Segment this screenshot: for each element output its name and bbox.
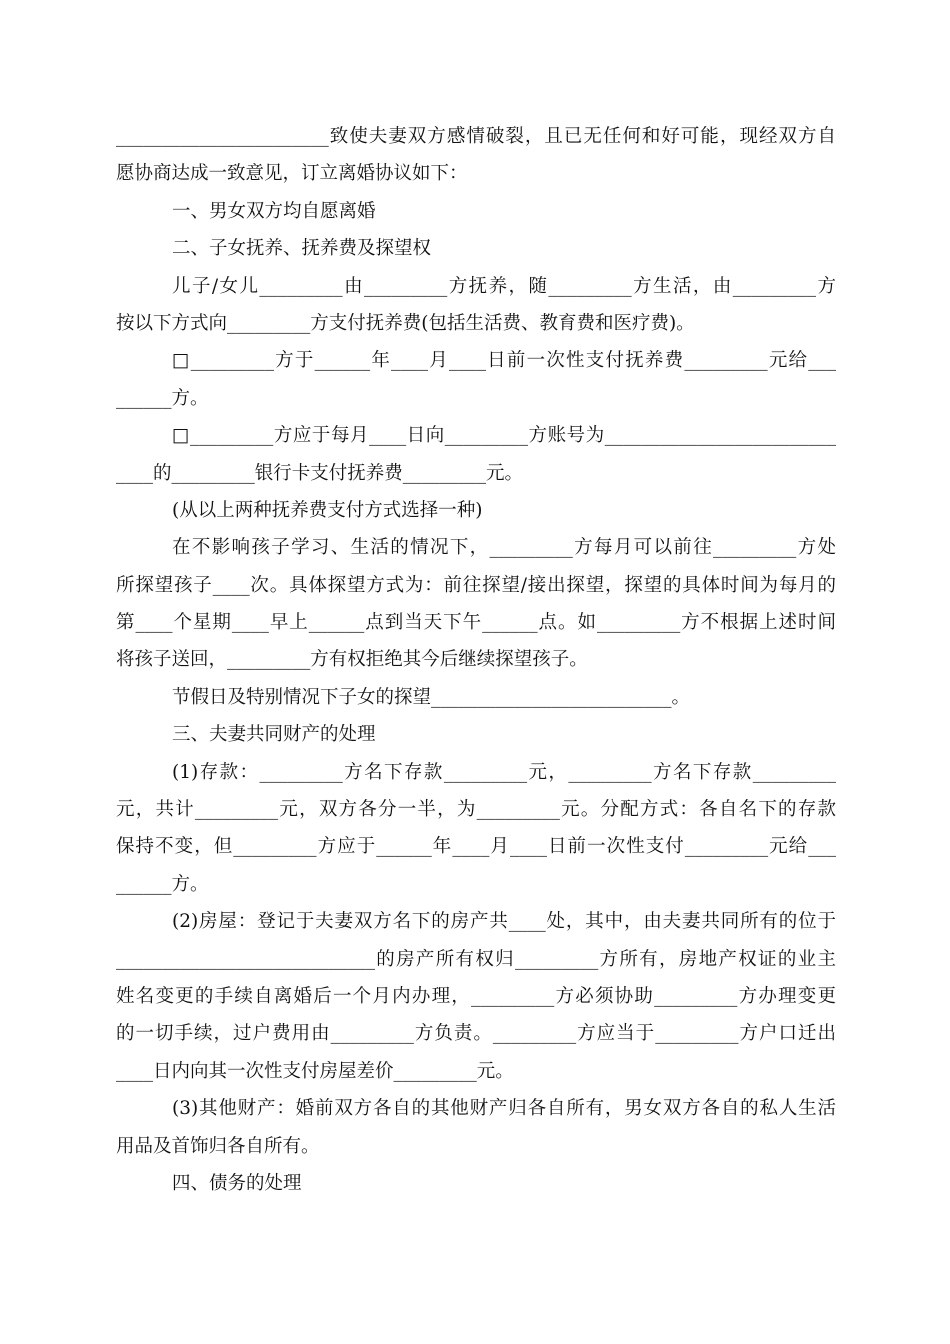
document-line: 姓名变更的手续自离婚后一个月内办理，_________方必须协助_________方办理变更 <box>116 985 836 1007</box>
document-line: ____________________________的房产所有权归_________方所有，房地产权证的业主 <box>116 948 836 970</box>
document-line: 在不影响孩子学习、生活的情况下，_________方每月可以前往_________方处 <box>172 537 836 559</box>
document-line: _______________________致使夫妻双方感情破裂，且已无任何和好可能，现经双方自 <box>116 126 836 147</box>
document-line: 用品及首饰归各自所有。 <box>116 1135 320 1157</box>
document-line: (1)存款：_________方名下存款_________元，_________方名下存款_________ <box>172 761 836 783</box>
document-line: 三、夫妻共同财产的处理 <box>172 724 376 746</box>
document-line: 愿协商达成一致意见，订立离婚协议如下： <box>116 163 468 185</box>
document-line: ______方。 <box>116 873 209 895</box>
document-line: □_________方于______年____月____日前一次性支付抚养费_________元给___ <box>172 350 836 372</box>
document-line: (3)其他财产：婚前双方各自的其他财产归各自所有，男女双方各自的私人生活 <box>172 1098 836 1120</box>
document-line: 二、子女抚养、抚养费及探望权 <box>172 238 432 260</box>
document-line: 所探望孩子____次。具体探望方式为：前往探望/接出探望，探望的具体时间为每月的 <box>116 574 836 596</box>
document-line: □_________方应于每月____日向_________方账号为_________________________ <box>172 425 836 447</box>
document-line: 节假日及特别情况下子女的探望__________________________。 <box>172 686 691 708</box>
document-line: 儿子/女儿_________由_________方抚养，随_________方生活，由_________方 <box>172 275 836 297</box>
document-body <box>116 118 836 1202</box>
document-line: (从以上两种抚养费支付方式选择一种) <box>172 499 483 521</box>
document-line: 第____个星期____早上______点到当天下午______点。如_________方不根据上述时间 <box>116 612 836 634</box>
document-line: ______方。 <box>116 387 209 409</box>
document-line: 四、债务的处理 <box>172 1172 302 1194</box>
document-line: ____的_________银行卡支付抚养费_________元。 <box>116 462 524 484</box>
document-line: 的一切手续，过户费用由_________方负责。_________方应当于_________方户口迁出 <box>116 1023 836 1045</box>
document-line: 保持不变，但_________方应于______年____月____日前一次性支付_________元给___ <box>116 836 836 858</box>
document-line: 元，共计_________元，双方各分一半，为_________元。分配方式：各自名下的存款 <box>116 799 836 821</box>
document-line: ____日内向其一次性支付房屋差价_________元。 <box>116 1060 514 1082</box>
document-line: 按以下方式向_________方支付抚养费(包括生活费、教育费和医疗费)。 <box>116 312 695 334</box>
document-line: 将孩子送回，_________方有权拒绝其今后继续探望孩子。 <box>116 649 588 671</box>
document-line: (2)房屋：登记于夫妻双方名下的房产共____处，其中，由夫妻共同所有的位于 <box>172 911 836 933</box>
document-line: 一、男女双方均自愿离婚 <box>172 200 376 222</box>
